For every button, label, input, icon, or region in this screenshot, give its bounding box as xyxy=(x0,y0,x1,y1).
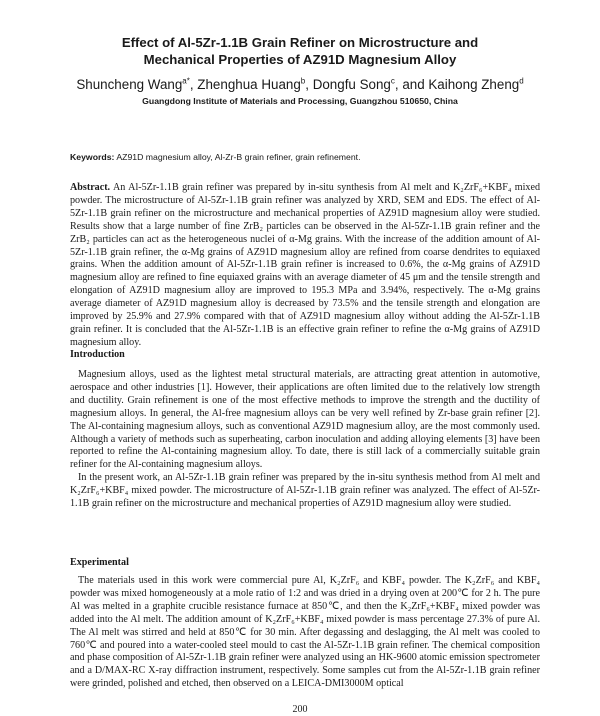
author-3: , Dongfu Song xyxy=(305,77,391,92)
keywords xyxy=(70,152,540,163)
keywords-label: Keywords: xyxy=(70,152,115,162)
paper-title xyxy=(60,34,540,68)
introduction-section xyxy=(70,369,540,511)
intro-paragraph-1: Magnesium alloys, used as the lightest metal structural materials, are attracting great attention in automotive, aerospace and other industries [1]. However, their applications are often limited due to the relatively low strength and ductility. Grain refinement is one of the most effective methods to improve the strength and the ductility of magnesium alloys. In general, the Al-free magnesium alloys can be very well refined by Zr-base grain refiner [2]. The Al-containing magnesium alloys, such as conventional AZ91D magnesium alloy, are the most commonly used. Although a variety of methods such as superheating, carbon inoculation and adding alloying elements [3] have been reported to refine the Al-containing magnesium alloy. To date, there is still lack of a commercially suitable grain refiner for the Al-containing magnesium alloys. xyxy=(70,369,540,471)
author-1-sup: a* xyxy=(182,76,190,86)
author-list xyxy=(60,76,540,93)
affiliation: Guangdong Institute of Materials and Processing, Guangzhou 510650, China xyxy=(142,96,458,106)
title-line-1: Effect of Al-5Zr-1.1B Grain Refiner on Microstructure and xyxy=(121,35,479,50)
author-2-sup: b xyxy=(300,76,306,86)
experimental-heading: Experimental xyxy=(70,557,129,568)
page-number: 200 xyxy=(292,704,308,715)
author-4: , and Kaihong Zheng xyxy=(394,77,520,92)
exp-paragraph-1: The materials used in this work were commercial pure Al, K₂ZrF₆ and KBF₄ powder. The K₂ZrF₆ and KBF₄ powder was mixed homogeneously at a mole ratio of 1:2 and was dried in a drying oven at 200℃ for 2 h. The pure Al was melted in a graphite crucible resistance furnace at 850℃, and then the K₂ZrF₆+KBF₄ mixed powder was added into the Al melt. The addition amount of K₂ZrF₆+KBF₄ mixed powder is mass percentage 27.3% of pure Al. The Al melt was stirred and held at 850℃ for 30 min. After degassing and deslagging, the Al melt was cooled to 760℃ and poured into a water-cooled steel mould to cast the Al-5Zr-1.1B grain refiner. The chemical composition and phase composition of Al-5Zr-1.1B grain refiner were analyzed using an HK-9600 atomic emission spectrometer and a D/MAX-RC X-ray diffraction instrument, respectively. Some samples cut from the Al-5Zr-1.1B grain refiner were grinded, polished and etched, then observed on a LEICA-DMI3000M optical xyxy=(70,575,540,690)
author-1: Shuncheng Wang xyxy=(76,77,183,92)
abstract-text: An Al-5Zr-1.1B grain refiner was prepared by in-situ synthesis from Al melt and K₂ZrF₆+KBF₄ mixed powder. The microstructure of Al-5Zr-1.1B grain refiner was analyzed by XRD, SEM and EDS. The effect of Al-5Zr-1.1B grain refiner on the microstructure and mechanical properties of AZ91D magnesium alloy were studied. Results show that a large number of fine ZrB₂ particles can be observed in the Al-5Zr-1.1B grain refiner and the ZrB₂ particles can act as the heterogeneous nuclei of α-Mg grains. With the increase of the addition amount of Al-5Zr-1.1B grain refiner, the α-Mg grains of AZ91D magnesium alloy are refined from coarse dendrites to equiaxed grains. When the addition amount of Al-5Zr-1.1B grain refiner is increased to 0.6%, the α-Mg grains of AZ91D magnesium alloy are refined to fine equiaxed grains with an average diameter of 45 μm and the tensile strength and elongation of AZ91D magnesium alloy are improved to 195.3 MPa and 3.94%, respectively. The α-Mg grains average diameter of AZ91D magnesium alloy is decreased by 73.5% and the tensile strength and elongation are improved by 25.9% and 27.9% compared with that of AZ91D magnesium alloy without adding the Al-5Zr-1.1B grain refiner. It is concluded that the Al-5Zr-1.1B is an effective grain refiner to refine the α-Mg grains of AZ91D magnesium alloy. xyxy=(70,182,540,348)
keywords-text: AZ91D magnesium alloy, Al-Zr-B grain refiner, grain refinement. xyxy=(114,152,361,162)
title-line-2: Mechanical Properties of AZ91D Magnesium Alloy xyxy=(143,52,457,67)
introduction-heading: Introduction xyxy=(70,349,125,360)
author-2: , Zhenghua Huang xyxy=(189,77,301,92)
intro-paragraph-2: In the present work, an Al-5Zr-1.1B grain refiner was prepared by the in-situ synthesis method from Al melt and K₂ZrF₆+KBF₄ mixed powder. The microstructure of Al-5Zr-1.1B grain refiner was analyzed. The effect of Al-5Zr-1.1B grain refiner on the microstructure and mechanical properties of AZ91D magnesium alloy were studied. xyxy=(70,472,540,510)
experimental-section xyxy=(70,575,540,691)
author-3-sup: c xyxy=(390,76,395,86)
abstract xyxy=(70,182,540,350)
abstract-label: Abstract. xyxy=(70,182,111,193)
author-4-sup: d xyxy=(519,76,524,86)
